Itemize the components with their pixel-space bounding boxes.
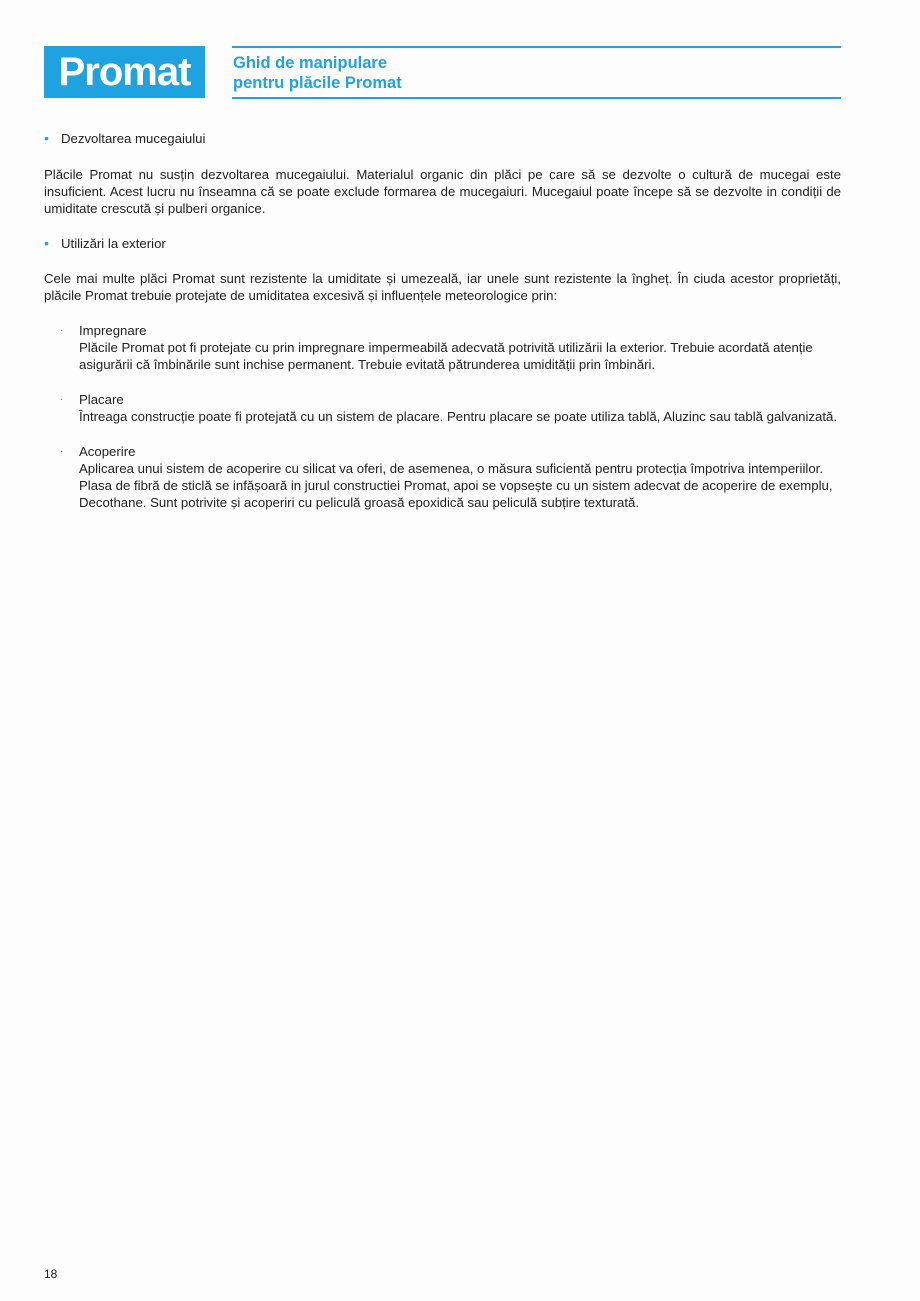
header-rule-bottom [232,97,841,99]
list-item-acoperire [60,443,841,511]
header-rule-top [232,46,841,48]
list-item-placare [60,391,841,425]
section-heading-mold [44,130,841,147]
list-item-text: Plăcile Promat pot fi protejate cu prin impregnare impermeabilă adecvată potrivită utilizării la exterior. Trebuie acordată atenție asigurării că îmbinările sunt inchise permanent. Trebuie evitată pătrunderea umidității prin îmbinări. [79,340,813,372]
page-number: 18 [44,1267,58,1281]
small-bullet-icon: · [60,394,64,405]
bullet-dot-icon: • [44,235,49,251]
list-item-title: Impregnare [79,323,147,338]
section-heading-text: Dezvoltarea mucegaiului [61,131,206,146]
list-item-title: Acoperire [79,444,136,459]
bullet-dot-icon: • [44,130,49,146]
document-title [233,53,402,93]
section-heading-text: Utilizări la exterior [61,236,166,251]
document-title-line-1: Ghid de manipulare [233,54,388,72]
section-heading-exterior [44,235,841,252]
promat-logo: Promat [44,46,205,98]
exterior-paragraph: Cele mai multe plăci Promat sunt rezistente la umiditate și umezeală, iar unele sunt rezistente la îngheț. În ciuda acestor proprietăți, plăcile Promat trebuie protejate de umiditatea excesivă și influențele meteorologice prin: [44,271,841,303]
list-item-title: Placare [79,392,124,407]
list-item-impregnare [60,322,841,373]
mold-paragraph: Plăcile Promat nu susțin dezvoltarea mucegaiului. Materialul organic din plăci pe care să se dezvolte o cultură de mucegai este insuficient. Acest lucru nu înseamna că se poate exclude formarea de mucegaiuri. Mucegaiul poate începe să se dezvolte in condiții de umiditate crescută și pulberi organice. [44,167,841,216]
list-item-text: Aplicarea unui sistem de acoperire cu silicat va oferi, de asemenea, o măsura suficientă pentru protecția împotriva intemperiilor. Plasa de fibră de sticlă se infășoară in jurul constructiei Promat, apoi se vopsește cu un sistem adecvat de acoperire de exemplu, Decothane. Sunt potrivite și acoperiri cu peliculă groasă epoxidică sau peliculă subțire texturată. [79,461,833,510]
small-bullet-icon: · [60,446,64,457]
page-content [44,130,841,511]
small-bullet-icon: · [60,325,64,336]
document-title-line-2: pentru plăcile Promat [233,74,402,92]
list-item-text: Întreaga construcție poate fi protejată cu un sistem de placare. Pentru placare se poate utiliza tablă, Aluzinc sau tablă galvanizată. [79,409,838,424]
